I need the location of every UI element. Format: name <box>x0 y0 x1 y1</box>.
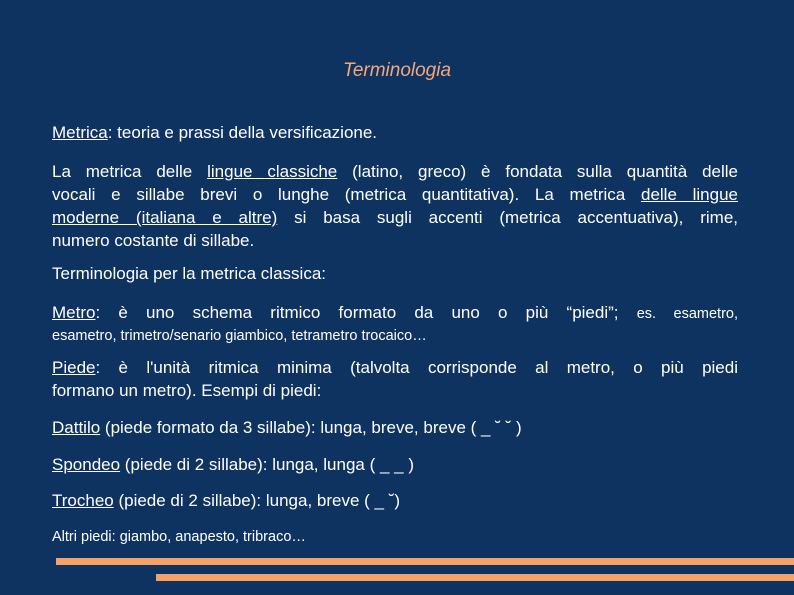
text-run: vocali e sillabe brevi o lunghe (metrica quantitativa). La metrica <box>52 185 641 204</box>
spondeo-item <box>52 453 738 476</box>
text-run: (piede formato da 3 sillabe): lunga, breve, breve ( _ ˘ ˘ ) <box>100 418 522 437</box>
text-run: (piede di 2 sillabe): lunga, breve ( _ ˘) <box>113 491 401 510</box>
text-run: : è uno schema ritmico formato da uno o più “piedi”; <box>95 303 637 322</box>
text-run: La metrica delle <box>52 162 208 181</box>
trocheo-item <box>52 489 738 512</box>
term-metro: Metro <box>52 303 96 322</box>
text-run: si basa sugli accenti (metrica accentuativa), rime, <box>277 208 738 227</box>
underlined-run: delle lingue <box>640 185 738 204</box>
paragraph-line <box>52 301 738 326</box>
piede-definition <box>52 356 738 402</box>
term-dattilo: Dattilo <box>52 418 101 437</box>
text-run: es. esametro, <box>636 306 738 322</box>
slide-title: Terminologia <box>342 60 452 81</box>
accent-bar-top <box>56 558 794 565</box>
underlined-run: lingue classiche <box>207 162 338 181</box>
metrica-text: : teoria e prassi della versificazione. <box>107 123 378 142</box>
text-run: (piede di 2 sillabe): lunga, lunga ( _ _ ) <box>120 455 414 474</box>
term-piede: Piede <box>52 358 96 377</box>
metrica-paragraph <box>52 160 738 252</box>
term-spondeo: Spondeo <box>52 455 121 474</box>
metrica-definition <box>52 121 738 144</box>
term-trocheo: Trocheo <box>52 491 114 510</box>
paragraph-line <box>52 160 738 183</box>
paragraph-line <box>52 183 738 206</box>
paragraph-line: numero costante di sillabe. <box>52 231 255 250</box>
other-feet: Altri piedi: giambo, anapesto, tribraco… <box>52 529 306 545</box>
term-metrica: Metrica <box>52 123 108 142</box>
paragraph-line: esametro, trimetro/senario giambico, tetrametro trocaico… <box>52 328 427 344</box>
paragraph-line <box>52 356 738 379</box>
underlined-run: moderne (italiana e altre) <box>52 208 278 227</box>
dattilo-item <box>52 416 738 439</box>
paragraph-line: formano un metro). Esempi di piedi: <box>52 381 322 400</box>
accent-bar-bottom <box>156 574 794 581</box>
paragraph-line <box>52 206 738 229</box>
metro-definition <box>52 301 738 346</box>
text-run: (latino, greco) è fondata sulla quantità delle <box>337 162 739 181</box>
text-run: : è l'unità ritmica minima (talvolta corrisponde al metro, o più piedi <box>95 358 738 377</box>
classic-metric-heading: Terminologia per la metrica classica: <box>52 264 326 283</box>
